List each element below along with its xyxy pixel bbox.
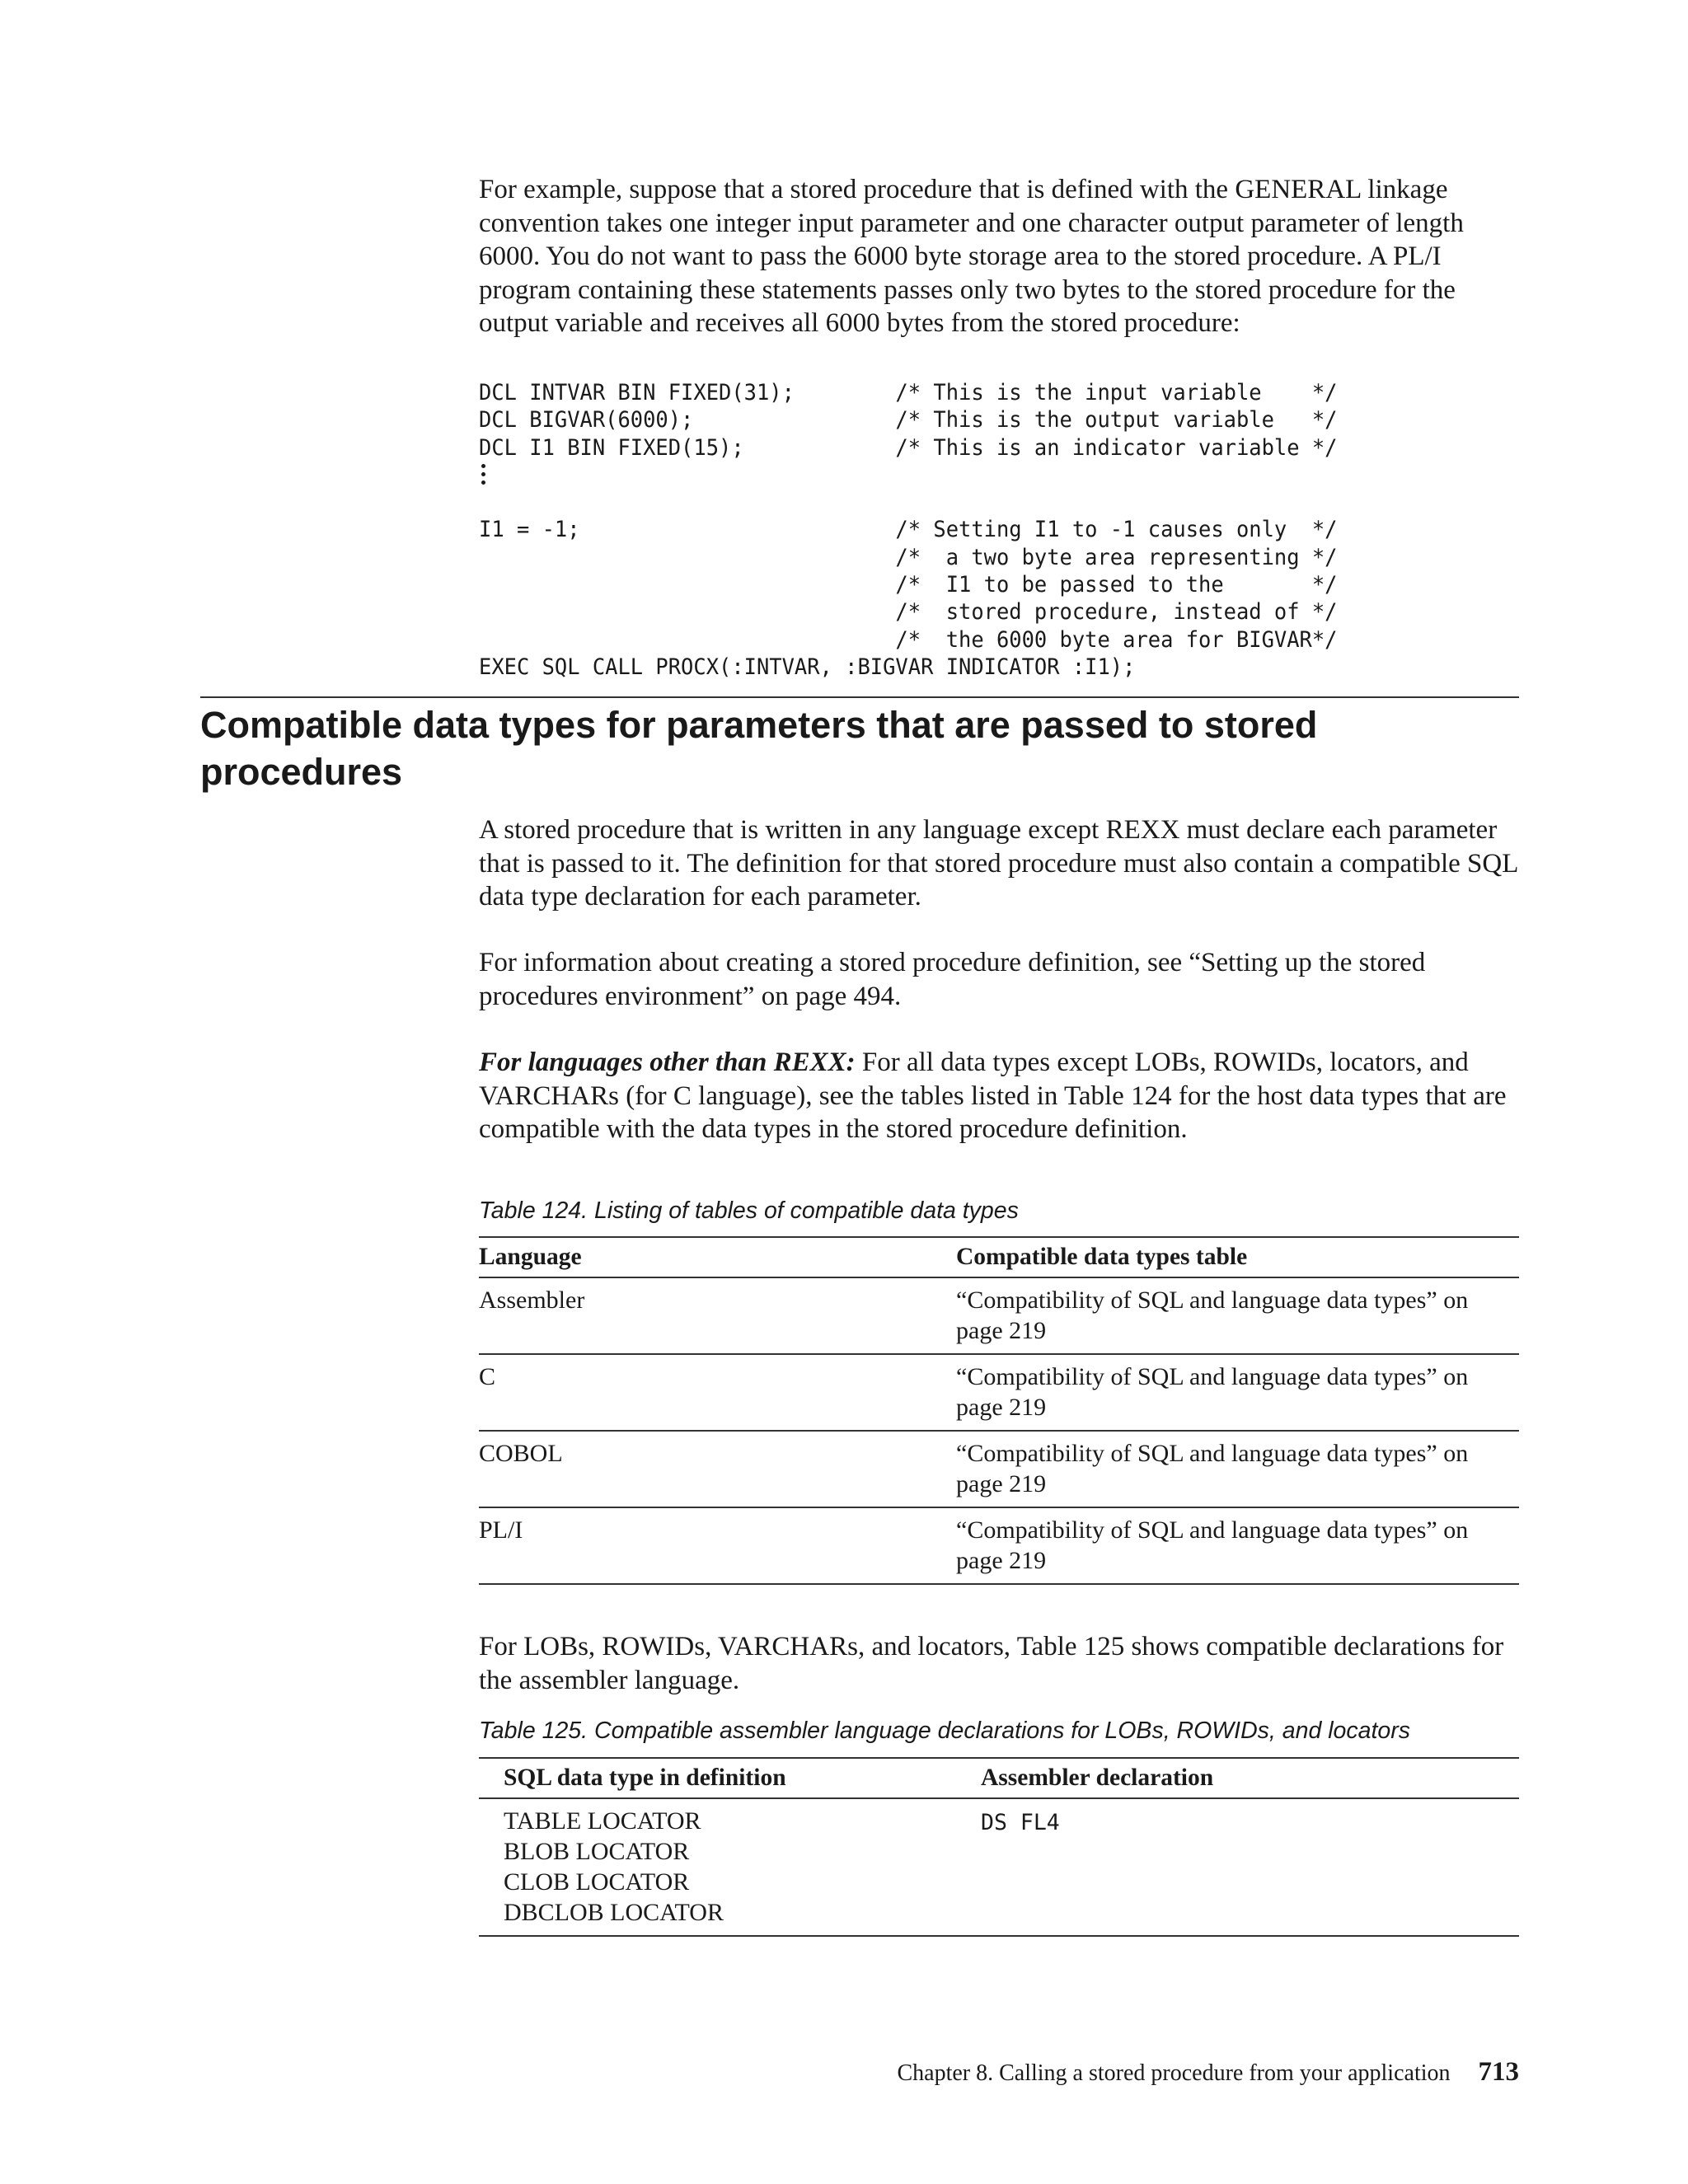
table-row: [479, 1431, 1519, 1507]
table-row: [479, 1798, 1519, 1936]
table-header-row: [479, 1758, 1519, 1798]
lob-paragraph: For LOBs, ROWIDs, VARCHARs, and locators, Table 125 shows compatible declarations for the assembler language.: [479, 1632, 1504, 1695]
section-paragraph-2: For information about creating a stored procedure definition, see “Setting up the stored procedures environment” on page 494.: [479, 948, 1426, 1011]
table-125: [479, 1757, 1519, 1937]
table-cell: Assembler: [479, 1277, 956, 1354]
table-cell: “Compatibility of SQL and language data types” on page 219: [956, 1431, 1519, 1507]
table-cell: C: [479, 1354, 956, 1431]
section-rule: [200, 696, 1519, 698]
table-cell: “Compatibility of SQL and language data types” on page 219: [956, 1354, 1519, 1431]
sql-type: DBCLOB LOCATOR: [504, 1899, 724, 1926]
section-paragraph-3: [479, 1046, 1519, 1146]
sql-type: BLOB LOCATOR: [504, 1838, 690, 1865]
intro-paragraph: For example, suppose that a stored procedure that is defined with the GENERAL linkage convention takes one integer input parameter and one character output parameter of length 6000. You do not want to pass the 6000 byte storage area to the stored procedure. A PL/I program containing these statements passes only two bytes to the stored procedure for the output variable and receives all 6000 bytes from the stored procedure:: [479, 175, 1464, 338]
sql-type: TABLE LOCATOR: [504, 1807, 701, 1835]
table-row: [479, 1354, 1519, 1431]
column-header: SQL data type in definition: [479, 1758, 981, 1798]
table-cell: PL/I: [479, 1507, 956, 1584]
assembler-declaration: DS FL4: [981, 1798, 1519, 1936]
page-footer: [897, 2057, 1519, 2088]
section-paragraph-1: A stored procedure that is written in any language except REXX must declare each parameter that is passed to it. The definition for that stored procedure must also contain a compatible SQL data type declaration for each parameter.: [479, 815, 1518, 912]
code-example: DCL INTVAR BIN FIXED(31); /* This is the input variable */ DCL BIGVAR(6000); /* This is the output variable */ DCL I1 BIN FIXED(15); /* This is an indicator variable */ I1 = -1; /* Setting I1 to -1 causes only */ /* a two byte area representing */ /* I1 to be passed to the */ /* stored procedure, instead of */ /* the 6000 byte area for BIGVAR*/ EXEC SQL CALL PROCX(:INTVAR, :BIGVAR INDICATOR :I1);: [479, 380, 1338, 680]
table-124: [479, 1236, 1519, 1585]
table-cell: COBOL: [479, 1431, 956, 1507]
table-124-caption: Table 124. Listing of tables of compatible data types: [479, 1197, 1019, 1224]
column-header: Compatible data types table: [956, 1237, 1519, 1277]
column-header: Language: [479, 1237, 956, 1277]
languages-body: For all data types except LOBs, ROWIDs, locators, and VARCHARs (for C language), see the tables listed in Table 124 for the host data types that are compatible with the data types in the stored procedure definition.: [479, 1047, 1507, 1144]
chapter-title: Chapter 8. Calling a stored procedure from your application: [897, 2060, 1451, 2086]
section-heading: Compatible data types for parameters that are passed to stored procedures: [200, 704, 1318, 793]
vertical-ellipsis-icon: [481, 464, 491, 489]
table-125-caption: Table 125. Compatible assembler language declarations for LOBs, ROWIDs, and locators: [479, 1718, 1411, 1744]
table-row: [479, 1507, 1519, 1584]
table-cell: “Compatibility of SQL and language data types” on page 219: [956, 1507, 1519, 1584]
column-header: Assembler declaration: [981, 1758, 1519, 1798]
table-cell: [479, 1798, 981, 1936]
sql-type: CLOB LOCATOR: [504, 1868, 690, 1896]
table-row: [479, 1277, 1519, 1354]
languages-lead-in: For languages other than REXX:: [479, 1047, 856, 1077]
page-number: 713: [1478, 2057, 1519, 2087]
table-cell: “Compatibility of SQL and language data types” on page 219: [956, 1277, 1519, 1354]
table-header-row: [479, 1237, 1519, 1277]
